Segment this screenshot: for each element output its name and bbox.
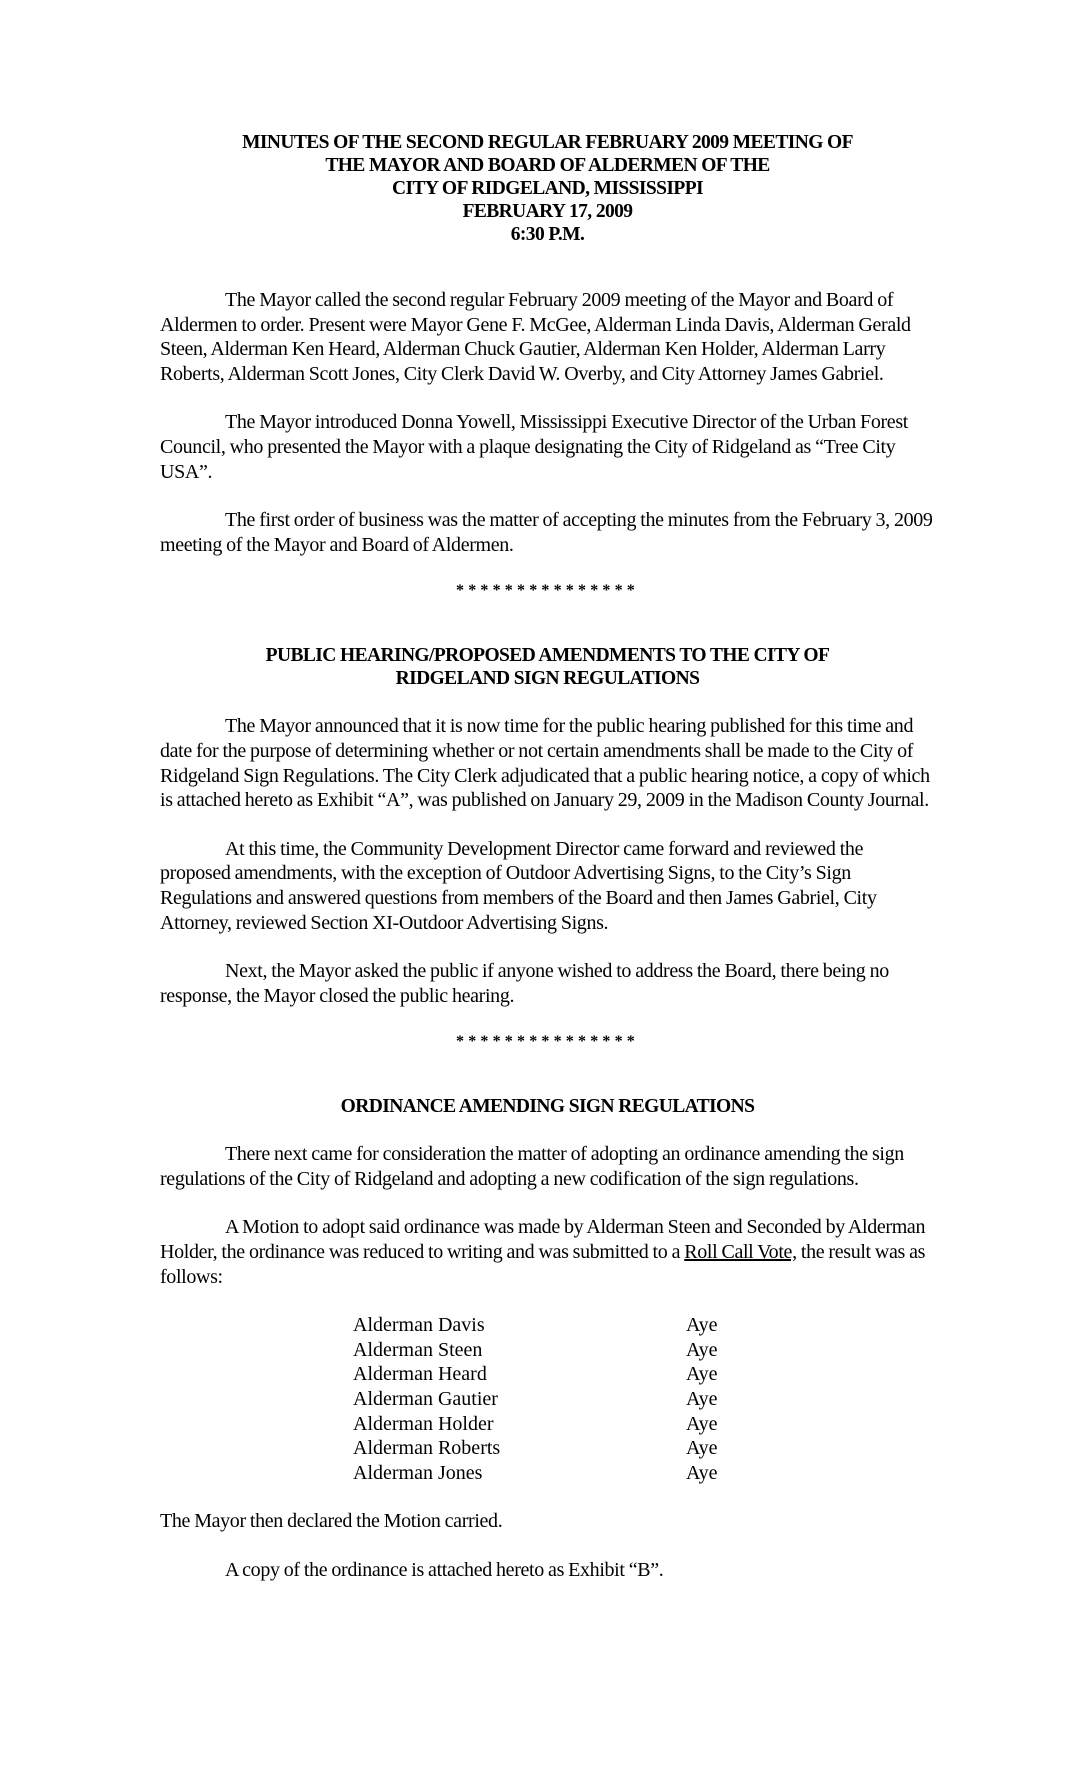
- alderman-name: Alderman Roberts: [353, 1437, 501, 1460]
- heading-line: PUBLIC HEARING/PROPOSED AMENDMENTS TO THE CITY OF: [265, 645, 830, 667]
- alderman-name: Alderman Davis: [353, 1314, 485, 1337]
- vote-value: Aye: [686, 1314, 718, 1337]
- meeting-time: 6:30 P.M.: [510, 224, 585, 245]
- motion-text: A Motion to adopt said ordinance was made by Alderman Steen and Seconded by Alderman Holder, the ordinance was reduced to writing and was submitted to a: [160, 1216, 926, 1264]
- vote-value: Aye: [686, 1388, 718, 1411]
- hearing-closed-paragraph: Next, the Mayor asked the public if anyone wished to address the Board, there being no response, the Mayor closed the public hearing.: [160, 960, 889, 1007]
- section-separator: ***************: [456, 582, 639, 600]
- title-line: CITY OF RIDGELAND, MISSISSIPPI: [391, 178, 704, 199]
- ordinance-consideration-paragraph: There next came for consideration the matter of adopting an ordinance amending the sign regulations of the City of Ridgeland and adopting a new codification of the sign regulations.: [160, 1143, 904, 1190]
- vote-row: [353, 1436, 717, 1461]
- vote-row: [353, 1338, 717, 1363]
- section-separator: ***************: [456, 1033, 639, 1051]
- meeting-date: FEBRUARY 17, 2009: [462, 201, 633, 222]
- heading-line: RIDGELAND SIGN REGULATIONS: [395, 668, 700, 690]
- director-review-paragraph: At this time, the Community Development Director came forward and reviewed the proposed amendments, with the exception of Outdoor Advertising Signs, to the City’s Sign Regulations and answered questions from members of the Board and then James Gabriel, City Attorney, reviewed Section XI-Outdoor Advertising Signs.: [160, 837, 877, 934]
- alderman-name: Alderman Steen: [353, 1338, 483, 1361]
- document-title: [160, 131, 935, 246]
- vote-row: [353, 1412, 717, 1437]
- vote-row: [353, 1387, 717, 1412]
- section-heading-public-hearing: [160, 644, 935, 690]
- document-body: [160, 131, 935, 1583]
- roll-call-vote-table: [353, 1313, 717, 1485]
- motion-paragraph: [160, 1215, 935, 1289]
- alderman-name: Alderman Jones: [353, 1461, 483, 1484]
- section-heading-ordinance: ORDINANCE AMENDING SIGN REGULATIONS: [340, 1096, 755, 1118]
- vote-row: [353, 1362, 717, 1387]
- motion-result-text: the result was as follows:: [160, 1241, 926, 1288]
- roll-call-vote-text: Roll Call Vote,: [684, 1241, 797, 1264]
- vote-row: [353, 1313, 717, 1338]
- alderman-name: Alderman Heard: [353, 1363, 487, 1386]
- hearing-announcement-paragraph: The Mayor announced that it is now time for the public hearing published for this time and date for the purpose of determining whether or not certain amendments shall be made to the City of Ridgeland Sign Regulations. The City Clerk adjudicated that a public hearing notice, a copy of which is attached hereto as Exhibit “A”, was published on January 29, 2009 in the Madison County Journal.: [160, 715, 930, 812]
- exhibit-b-paragraph: A copy of the ordinance is attached hereto as Exhibit “B”.: [225, 1559, 664, 1581]
- vote-row: [353, 1461, 717, 1486]
- tree-city-paragraph: The Mayor introduced Donna Yowell, Mississippi Executive Director of the Urban Forest Council, who presented the Mayor with a plaque designating the City of Ridgeland as “Tree City USA”.: [160, 411, 908, 483]
- vote-value: Aye: [686, 1338, 718, 1361]
- minutes-acceptance-paragraph: The first order of business was the matter of accepting the minutes from the February 3, 2009 meeting of the Mayor and Board of Aldermen.: [160, 509, 933, 556]
- title-line: THE MAYOR AND BOARD OF ALDERMEN OF THE: [325, 155, 770, 176]
- vote-value: Aye: [686, 1437, 718, 1460]
- vote-value: Aye: [686, 1412, 718, 1435]
- alderman-name: Alderman Gautier: [353, 1388, 498, 1411]
- attendance-paragraph: The Mayor called the second regular February 2009 meeting of the Mayor and Board of Aldermen to order. Present were Mayor Gene F. McGee, Alderman Linda Davis, Alderman Gerald Steen, Alderman Ken Heard, Alderman Chuck Gautier, Alderman Ken Holder, Alderman Larry Roberts, Alderman Scott Jones, City Clerk David W. Overby, and City Attorney James Gabriel.: [160, 289, 911, 385]
- title-line: MINUTES OF THE SECOND REGULAR FEBRUARY 2009 MEETING OF: [242, 132, 853, 153]
- vote-value: Aye: [686, 1461, 718, 1484]
- vote-value: Aye: [686, 1363, 718, 1386]
- alderman-name: Alderman Holder: [353, 1412, 494, 1435]
- motion-carried-paragraph: The Mayor then declared the Motion carried.: [160, 1510, 503, 1533]
